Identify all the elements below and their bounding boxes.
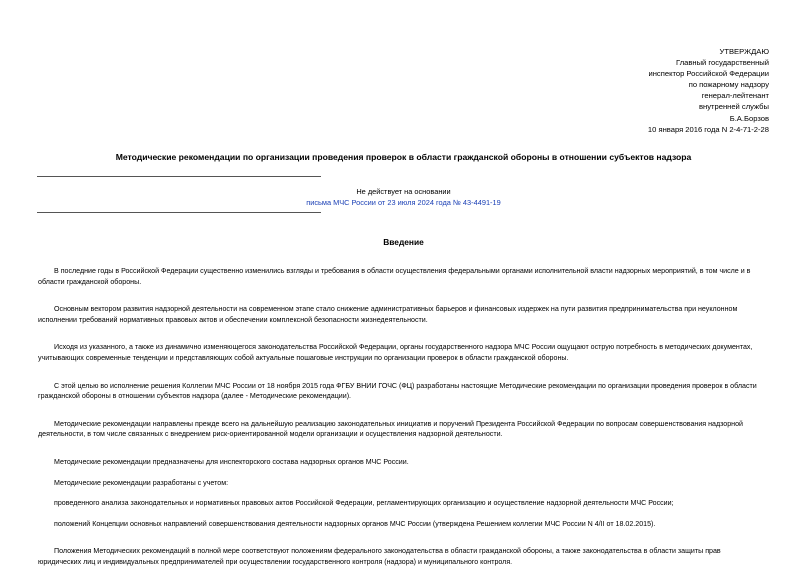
approval-line: внутренней службы bbox=[699, 102, 769, 112]
approval-line: генерал-лейтенант bbox=[701, 91, 769, 101]
paragraph-line: исполнении требований нормативных правовых актов и обеспечении комплексной безопасности жизнедеятельности. bbox=[38, 315, 428, 324]
approval-line: Б.А.Борзов bbox=[729, 113, 769, 123]
paragraph-line: Исходя из указанного, а также из динамично изменяющегося законодательства Российской Федерации, органы государственного надзора МЧС России ощущают острую потребность в методических документах, bbox=[54, 343, 753, 352]
status-link[interactable]: письма МЧС России от 23 июля 2024 года № 43-4491-19 bbox=[306, 198, 501, 207]
intro-paragraph bbox=[38, 478, 798, 489]
intro-paragraph bbox=[38, 342, 798, 363]
section-heading: Введение bbox=[383, 237, 424, 247]
paragraph-line: гражданской обороны в отношении субъектов надзора (далее - Методические рекомендации). bbox=[38, 392, 352, 401]
paragraph-line: Положения Методических рекомендаций в полной мере соответствуют положениям федерального законодательства в области гражданской обороны, а также законодательства в области защиты прав bbox=[54, 547, 721, 556]
intro-paragraph bbox=[38, 457, 798, 468]
intro-paragraph bbox=[38, 519, 798, 530]
paragraph-line: Основным вектором развития надзорной деятельности на современном этапе стало снижение административных барьеров и финансовых издержек на пути развития предпринимательства при неуклонном bbox=[54, 305, 738, 314]
paragraph-line: проведенного анализа законодательных и нормативных правовых актов Российской Федерации, регламентирующих организацию и осуществление надзорной деятельности МЧС России; bbox=[54, 499, 674, 508]
document-title: Методические рекомендации по организации проведения проверок в области гражданской обороны в отношении субъектов надзора bbox=[115, 152, 692, 162]
paragraph-line: С этой целью во исполнение решения Коллегии МЧС России от 18 ноября 2015 года ФГБУ ВНИИ ГОЧС (ФЦ) разработаны настоящие Методические рекомендации по организации проведения проверок в области bbox=[54, 381, 757, 390]
paragraph-line: Методические рекомендации разработаны с учетом: bbox=[54, 478, 229, 487]
paragraph-line: юридических лиц и индивидуальных предпринимателей при осуществлении государственного контроля (надзора) и муниципального контроля. bbox=[38, 557, 513, 566]
intro-body bbox=[38, 266, 798, 568]
paragraph-line: В последние годы в Российской Федерации существенно изменились взгляды и требования в области осуществления федеральными органами исполнительной власти надзорных мероприятий, в том числе и в bbox=[54, 267, 751, 275]
approval-line: инспектор Российской Федерации bbox=[648, 69, 769, 79]
divider-top bbox=[37, 176, 321, 177]
approval-line: по пожарному надзору bbox=[688, 80, 769, 90]
intro-paragraph bbox=[38, 546, 798, 567]
approval-stamp bbox=[648, 46, 769, 135]
intro-paragraph bbox=[38, 304, 798, 325]
intro-paragraph bbox=[38, 266, 798, 287]
intro-paragraph bbox=[38, 498, 798, 509]
divider-bottom bbox=[37, 212, 321, 213]
intro-paragraph bbox=[38, 419, 798, 440]
approval-line: Главный государственный bbox=[676, 58, 769, 68]
paragraph-line: деятельности, в том числе связанных с внедрением риск-ориентированной модели организации и осуществления надзорной деятельности. bbox=[38, 430, 503, 439]
paragraph-line: области гражданской обороны. bbox=[38, 277, 142, 286]
paragraph-line: Методические рекомендации предназначены для инспекторского состава надзорных органов МЧС России. bbox=[54, 457, 409, 466]
approval-line: УТВЕРЖДАЮ bbox=[719, 47, 769, 56]
paragraph-line: учитывающих современные тенденции и представляющих собой актуальные пошаговые инструкции по организации проверок в области гражданской обороны. bbox=[38, 353, 569, 362]
approval-line: 10 января 2016 года N 2-4-71-2-28 bbox=[647, 124, 769, 134]
intro-paragraph bbox=[38, 381, 798, 402]
status-text: Не действует на основании bbox=[356, 187, 451, 196]
paragraph-line: Методические рекомендации направлены прежде всего на дальнейшую реализацию законодательных инициатив и поручений Президента Российской Федерации по вопросам совершенствования надзорной bbox=[54, 419, 744, 428]
status-note bbox=[0, 186, 807, 208]
paragraph-line: положений Концепции основных направлений совершенствования деятельности надзорных органов МЧС России (утверждена Решением коллегии МЧС России N 4/II от 18.02.2015). bbox=[54, 519, 656, 528]
